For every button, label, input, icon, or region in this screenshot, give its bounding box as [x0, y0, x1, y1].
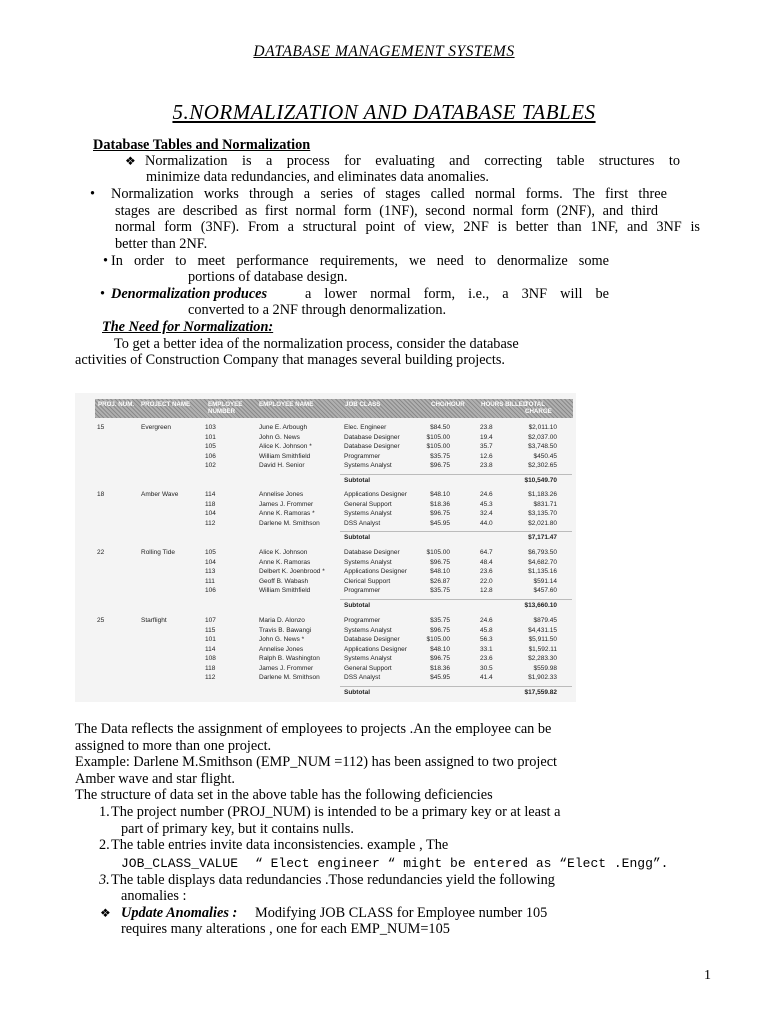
employee-number-cell: 118 [205, 664, 216, 672]
update-anomalies-term: Update Anomalies : [121, 905, 238, 921]
table-column-header: HOURS BILLED [481, 401, 528, 408]
employee-name-cell: David H. Senior [259, 462, 305, 469]
table-column-header: PROJECT NAME [141, 401, 191, 408]
hours-billed-cell: 23.8 [480, 424, 493, 431]
total-charge-cell: $450.45 [533, 452, 557, 460]
subtotal-label: Subtotal [344, 688, 370, 696]
job-class-cell: Programmer [344, 452, 381, 460]
employee-number-cell: 101 [205, 636, 216, 643]
bullet-dot-icon: • [103, 253, 109, 269]
paragraph-line: Normalization works through a series of stages called normal forms. The first three [111, 186, 667, 202]
hours-billed-cell: 41.4 [480, 674, 493, 681]
employee-name-cell: Anne K. Ramoras [259, 558, 311, 566]
job-class-cell: Applications Designer [344, 491, 407, 498]
project-name-cell: Starflight [141, 617, 167, 624]
subtotal-value: $13,660.10 [524, 601, 557, 609]
employee-name-cell: Darlene M. Smithson [259, 519, 320, 527]
paragraph-line: minimize data redundancies, and eliminates data anomalies. [146, 169, 489, 185]
subtotal-rule [340, 686, 572, 687]
list-item-text: part of primary key, but it contains nulls. [121, 821, 354, 837]
table-header-bar [95, 399, 573, 418]
paragraph-line: portions of database design. [188, 269, 348, 285]
diamond-bullet-icon: ❖ [100, 906, 111, 920]
employee-name-cell: Geoff B. Wabash [259, 577, 309, 585]
job-class-cell: DSS Analyst [344, 519, 381, 527]
paragraph-line: Example: Darlene M.Smithson (EMP_NUM =112) has been assigned to two project [75, 754, 558, 770]
hours-billed-cell: 33.1 [480, 645, 493, 653]
chg-hour-cell: $96.75 [430, 462, 450, 469]
job-class-cell: Programmer [344, 617, 381, 624]
job-class-cell: General Support [344, 500, 392, 508]
paragraph-line: Normalization is a process for evaluating and correcting table structures to [145, 153, 680, 169]
job-class-cell: Database Designer [344, 549, 400, 556]
total-charge-cell: $457.60 [533, 587, 557, 594]
subtotal-rule [340, 474, 572, 475]
list-item-text: anomalies : [121, 888, 187, 904]
chapter-title: 5.NORMALIZATION AND DATABASE TABLES [172, 100, 596, 124]
job-class-cell: Systems Analyst [344, 626, 392, 634]
chg-hour-cell: $48.10 [430, 491, 450, 498]
paragraph-line: activities of Construction Company that manages several building projects. [75, 352, 506, 368]
chg-hour-cell: $26.87 [430, 577, 450, 585]
hours-billed-cell: 19.4 [480, 433, 493, 441]
job-class-cell: Systems Analyst [344, 558, 392, 566]
total-charge-cell: $3,748.50 [528, 443, 557, 450]
employee-number-cell: 105 [205, 549, 216, 556]
hours-billed-cell: 48.4 [480, 558, 493, 566]
table-column-header: EMPLOYEE NUMBER [208, 401, 243, 415]
employee-number-cell: 108 [205, 655, 216, 662]
chg-hour-cell: $96.75 [430, 510, 450, 517]
total-charge-cell: $1,592.11 [528, 645, 557, 653]
job-class-cell: Systems Analyst [344, 462, 392, 469]
employee-number-cell: 112 [205, 674, 216, 681]
total-charge-cell: $591.14 [533, 577, 557, 585]
subtotal-rule [340, 531, 572, 532]
bullet-dot-icon: • [100, 286, 106, 302]
chg-hour-cell: $45.95 [430, 519, 450, 527]
hours-billed-cell: 24.6 [480, 617, 493, 624]
total-charge-cell: $4,431.15 [528, 626, 557, 634]
total-charge-cell: $3,135.70 [528, 510, 557, 517]
employee-number-cell: 114 [205, 645, 216, 653]
diamond-bullet-icon: ❖ [125, 154, 136, 168]
job-class-cell: General Support [344, 664, 392, 672]
total-charge-cell: $2,302.65 [528, 462, 557, 469]
hours-billed-cell: 23.8 [480, 462, 493, 469]
job-class-cell: DSS Analyst [344, 674, 381, 681]
job-class-cell: Applications Designer [344, 645, 407, 653]
total-charge-cell: $1,183.26 [528, 491, 557, 498]
table-column-header: JOB CLASS [345, 401, 381, 408]
list-number: 1. [99, 804, 110, 820]
hours-billed-cell: 64.7 [480, 549, 493, 556]
job-class-cell: Database Designer [344, 443, 400, 450]
employee-name-cell: Annelise Jones [259, 491, 304, 498]
course-title: DATABASE MANAGEMENT SYSTEMS [253, 43, 515, 60]
table-column-header: PROJ. NUM. [98, 401, 135, 408]
employee-number-cell: 104 [205, 510, 216, 517]
chg-hour-cell: $105.00 [426, 433, 450, 441]
hours-billed-cell: 12.8 [480, 587, 493, 594]
list-item-text: “ Elect engineer “ might be entered as “Elect .Engg”. [255, 856, 669, 871]
proj-num-cell: 25 [97, 617, 105, 624]
chg-hour-cell: $35.75 [430, 587, 450, 594]
chg-hour-cell: $18.36 [430, 664, 450, 672]
list-item-text: The table displays data redundancies .Those redundancies yield the following [111, 872, 555, 888]
job-class-cell: Clerical Support [344, 577, 391, 585]
hours-billed-cell: 23.6 [480, 655, 493, 662]
paragraph-line: better than 2NF. [115, 236, 208, 252]
job-class-cell: Applications Designer [344, 568, 407, 575]
subtotal-label: Subtotal [344, 534, 370, 541]
job-class-value-code: JOB_CLASS_VALUE [121, 856, 239, 871]
chg-hour-cell: $18.36 [430, 500, 450, 508]
hours-billed-cell: 45.8 [480, 626, 493, 634]
denormalization-term: Denormalization produces [111, 286, 268, 302]
employee-name-cell: Maria D. Alonzo [259, 617, 305, 624]
paragraph-line: normal form (3NF). From a structural point of view, 2NF is better than 1NF, and 3NF is [115, 219, 700, 235]
list-item-text: The project number (PROJ_NUM) is intended to be a primary key or at least a [111, 804, 561, 820]
paragraph-line: stages are described as first normal form (1NF), second normal form (2NF), and third [115, 203, 658, 219]
employee-number-cell: 101 [205, 433, 216, 441]
project-name-cell: Amber Wave [141, 491, 179, 498]
paragraph-line: assigned to more than one project. [75, 738, 272, 754]
project-name-cell: Rolling Tide [141, 549, 175, 556]
page-number: 1 [704, 968, 711, 983]
employee-number-cell: 113 [205, 568, 216, 575]
paragraph-line: In order to meet performance requirements, we need to denormalize some [111, 253, 609, 269]
chg-hour-cell: $96.75 [430, 655, 450, 662]
paragraph-line: converted to a 2NF through denormalization. [188, 302, 447, 318]
employee-name-cell: Alice K. Johnson * [259, 443, 312, 450]
paragraph-line: a lower normal form, i.e., a 3NF will be [305, 286, 609, 302]
proj-num-cell: 15 [97, 424, 105, 431]
employee-number-cell: 106 [205, 452, 216, 460]
paragraph-line: To get a better idea of the normalization process, consider the database [114, 336, 519, 352]
hours-billed-cell: 12.6 [480, 452, 493, 460]
chg-hour-cell: $45.95 [430, 674, 450, 681]
table-column-header: EMPLOYEE NAME [259, 401, 314, 408]
project-name-cell: Evergreen [141, 424, 171, 431]
hours-billed-cell: 32.4 [480, 510, 493, 517]
total-charge-cell: $559.98 [533, 664, 557, 672]
employee-number-cell: 102 [205, 462, 216, 469]
list-item-text: The table entries invite data inconsistencies. example , The [111, 837, 449, 853]
total-charge-cell: $2,011.10 [528, 424, 557, 431]
employee-number-cell: 107 [205, 617, 216, 624]
list-item-text: requires many alterations , one for each EMP_NUM=105 [121, 921, 450, 937]
employee-name-cell: Ralph B. Washington [259, 655, 320, 662]
list-number: 2. [99, 837, 110, 853]
chg-hour-cell: $105.00 [426, 549, 450, 556]
chg-hour-cell: $48.10 [430, 645, 450, 653]
total-charge-cell: $2,021.80 [528, 519, 557, 527]
chg-hour-cell: $35.75 [430, 617, 450, 624]
employee-name-cell: Darlene M. Smithson [259, 674, 320, 681]
total-charge-cell: $1,135.16 [528, 568, 557, 575]
job-class-cell: Database Designer [344, 433, 400, 441]
proj-num-cell: 18 [97, 491, 105, 498]
list-number: 3. [99, 872, 110, 888]
hours-billed-cell: 56.3 [480, 636, 493, 643]
employee-name-cell: June E. Arbough [259, 424, 308, 431]
total-charge-cell: $879.45 [533, 617, 557, 624]
total-charge-cell: $5,911.50 [528, 636, 557, 643]
hours-billed-cell: 22.0 [480, 577, 493, 585]
employee-name-cell: John G. News [259, 433, 300, 441]
job-class-cell: Systems Analyst [344, 655, 392, 662]
total-charge-cell: $2,283.30 [528, 655, 557, 662]
employee-name-cell: Delbert K. Joenbrood * [259, 568, 325, 575]
total-charge-cell: $831.71 [533, 500, 557, 508]
hours-billed-cell: 44.0 [480, 519, 493, 527]
employee-number-cell: 103 [205, 424, 216, 431]
chg-hour-cell: $48.10 [430, 568, 450, 575]
employee-number-cell: 114 [205, 491, 216, 498]
chg-hour-cell: $96.75 [430, 626, 450, 634]
employee-name-cell: Travis B. Bawangi [259, 626, 312, 634]
employee-name-cell: Annelise Jones [259, 645, 304, 653]
employee-number-cell: 106 [205, 587, 216, 594]
employee-name-cell: William Smithfield [259, 587, 311, 594]
chg-hour-cell: $84.50 [430, 424, 450, 431]
employee-number-cell: 111 [205, 577, 215, 585]
subtotal-rule [340, 599, 572, 600]
employee-number-cell: 118 [205, 500, 216, 508]
chg-hour-cell: $35.75 [430, 452, 450, 460]
paragraph-line: The Data reflects the assignment of employees to projects .An the employee can be [75, 721, 552, 737]
employee-name-cell: William Smithfield [259, 452, 311, 460]
paragraph-line: The structure of data set in the above table has the following deficiencies [75, 787, 493, 803]
subtotal-label: Subtotal [344, 476, 370, 484]
total-charge-cell: $4,682.70 [528, 558, 557, 566]
table-column-header: CHG/HOUR [431, 401, 465, 408]
hours-billed-cell: 45.3 [480, 500, 493, 508]
hours-billed-cell: 24.6 [480, 491, 493, 498]
hours-billed-cell: 23.6 [480, 568, 493, 575]
subtotal-value: $10,549.70 [524, 476, 557, 484]
subtotal-value: $7,171.47 [528, 534, 557, 541]
employee-number-cell: 105 [205, 443, 216, 450]
employee-number-cell: 104 [205, 558, 216, 566]
chg-hour-cell: $96.75 [430, 558, 450, 566]
project-assignment-table-image [75, 393, 576, 702]
employee-name-cell: James J. Frommer [259, 664, 314, 672]
employee-name-cell: Alice K. Johnson [259, 549, 308, 556]
employee-name-cell: James J. Frommer [259, 500, 314, 508]
section-heading-need: The Need for Normalization: [102, 319, 274, 335]
chg-hour-cell: $105.00 [426, 443, 450, 450]
hours-billed-cell: 30.5 [480, 664, 493, 672]
total-charge-cell: $6,793.50 [528, 549, 557, 556]
chg-hour-cell: $105.00 [426, 636, 450, 643]
job-class-cell: Systems Analyst [344, 510, 392, 517]
proj-num-cell: 22 [97, 549, 105, 556]
job-class-cell: Elec. Engineer [344, 424, 387, 431]
total-charge-cell: $1,902.33 [528, 674, 557, 681]
employee-name-cell: John G. News * [259, 636, 305, 643]
subtotal-label: Subtotal [344, 601, 370, 609]
subtotal-value: $17,559.82 [524, 688, 557, 696]
section-heading-tables: Database Tables and Normalization [93, 137, 311, 153]
employee-number-cell: 115 [205, 626, 216, 634]
table-column-header: TOTAL CHARGE [525, 401, 552, 415]
bullet-dot-icon: • [90, 186, 96, 202]
employee-number-cell: 112 [205, 519, 216, 527]
total-charge-cell: $2,037.00 [528, 433, 557, 441]
list-item-text: Modifying JOB CLASS for Employee number 105 [255, 905, 548, 921]
hours-billed-cell: 35.7 [480, 443, 493, 450]
job-class-cell: Database Designer [344, 636, 400, 643]
employee-name-cell: Anne K. Ramoras * [259, 510, 315, 517]
paragraph-line: Amber wave and star flight. [75, 771, 235, 787]
job-class-cell: Programmer [344, 587, 381, 594]
